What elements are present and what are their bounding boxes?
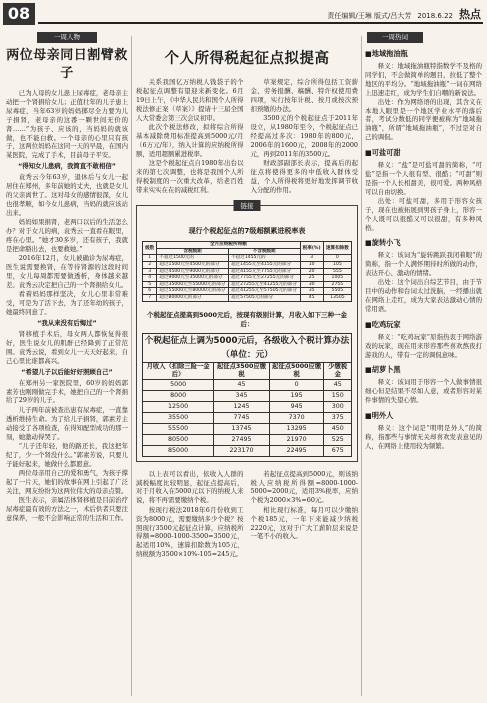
- paragraph: 妈妈如果捐肾，老两口以后的生活怎么办？对于女儿的病，袁秀云一直看在眼里，疼在心里。“她才30多岁，还有孩子，我就是把命豁出去，也要救她。”: [6, 218, 128, 253]
- table-cell: 22495: [269, 445, 324, 456]
- table-cell: 13505: [323, 295, 351, 302]
- masthead: [0, 0, 487, 26]
- table-cell: 超过4500元至9000元的部分: [157, 268, 229, 275]
- link-tag: 链接: [234, 200, 261, 211]
- table-cell: 3: [300, 255, 323, 262]
- paragraph: 财政部副部长表示，提高后的起征点将使得更多的中低收入群体受益，个人所得税将更好地发挥调节收入分配的作用。: [250, 159, 358, 194]
- paragraph: 肾移植手术后，母女两人都恢复得很好，医生说女儿的肌酐已经降到了正常范围。袁秀云说，看到女儿一天天好起来，自己心里比谁都高兴。: [6, 330, 128, 365]
- table-row: [143, 268, 352, 275]
- table-cell: 21970: [269, 434, 324, 445]
- table-cell: 80500: [143, 434, 214, 445]
- table-cell: 3: [143, 268, 157, 275]
- table-row: [143, 412, 352, 423]
- hotword-body: [365, 424, 482, 451]
- top-rule: [38, 22, 483, 24]
- paragraph: 这是个税起征点自1980年出台以来的第七次调整，也将是我国个人所得税制度的一次重大改革，给老百姓带来实实在在的减税红利。: [136, 159, 244, 194]
- table-row: [143, 275, 352, 282]
- left-headline: 两位母亲同日割臂救子: [6, 48, 128, 81]
- page-number: 08: [3, 3, 35, 25]
- table-cell: 7745: [214, 412, 270, 423]
- subheading: “我从来没有后悔过”: [37, 319, 97, 328]
- table-cell: 13295: [269, 423, 324, 434]
- table-cell: 超过35000元至55000元的部分: [157, 281, 229, 288]
- table-cell: 0: [269, 379, 324, 390]
- table-cell: 超过1455元至4155元的部分: [228, 262, 300, 269]
- table-row: [143, 295, 352, 302]
- table-row: [143, 255, 352, 262]
- table-cell: 超过9000元至35000元的部分: [157, 275, 229, 282]
- col-incl-tax: 含税级距: [157, 248, 229, 255]
- tax-comparison-table-body: [143, 379, 352, 456]
- table-cell: 35500: [143, 412, 214, 423]
- hotword-title: ■可盐可甜: [365, 148, 401, 158]
- table-cell: 超过27255元至41255元的部分: [228, 281, 300, 288]
- table-row: [143, 390, 352, 401]
- table-cell: 超过55000元至80000元的部分: [157, 288, 229, 295]
- table-cell: 195: [269, 390, 324, 401]
- hotword-title: ■旋转小飞: [365, 238, 401, 248]
- table-row: [143, 281, 352, 288]
- bottom-col-2: [251, 470, 359, 560]
- left-article-body: [6, 89, 128, 523]
- paragraph: 看着妈妈那样坚决，女儿心里非常难受，可是为了活下去，为了还年幼的孩子，她最终同意了。: [6, 290, 128, 317]
- table-cell: 945: [269, 401, 324, 412]
- hotword-paragraph: 出处：作为网络语的出现，其含义在本地人眼里是一个地区学业水平的落后者，考试分数低的同学便被称为“地域拖油瓶”，所谓“地域拖油瓶”，不过是对自己的调侃。: [365, 97, 482, 142]
- col-taxable-income: 全月应纳税所得额: [157, 242, 300, 249]
- table-cell: 5: [143, 281, 157, 288]
- article-columns: [136, 78, 358, 195]
- middle-column: [136, 32, 358, 698]
- hotword-paragraph: 出处：可盐可甜，多用于形容女孩子，现在也被拓展到男孩子身上，形容一个人既可以很酷又可以很甜，有多种风格。: [365, 196, 482, 232]
- table-cell: 超过41255元至57505元的部分: [228, 288, 300, 295]
- table-cell: 1245: [214, 401, 270, 412]
- col-rate: 税率(%): [300, 242, 323, 255]
- table-cell: 1: [143, 255, 157, 262]
- table-cell: 0: [323, 255, 351, 262]
- column-divider: [361, 36, 362, 696]
- bottom-col-1: [136, 470, 244, 560]
- hotword-title: ■明外人: [365, 411, 394, 421]
- paragraph: 2016年12月，女儿被确诊为尿毒症，医生说需要换肾，在等待肾源的这段时间里，女儿每周都需要做透析，身体越来越差。袁秀云决定把自己的一个肾捐给女儿。: [6, 254, 128, 290]
- article-col-2: [251, 78, 359, 195]
- tax-comparison-table: [142, 333, 352, 457]
- table-row: [143, 423, 352, 434]
- subheading: “得知女儿患病，我简直不敢相信”: [18, 162, 116, 171]
- table-cell: 150: [324, 390, 352, 401]
- editors: 责任编辑/王琳 版式/吕大芳: [327, 12, 412, 20]
- hotword-paragraph: 释义：该词用于形容一个人做事情很细心但是结果不尽如人意，或者形容对某件事情的失望心情。: [365, 378, 482, 405]
- table-cell: 45: [300, 295, 323, 302]
- table2-caption: 个税起征点上调为5000元后，各级收入个税计算办法（单位：元）: [143, 333, 352, 362]
- table-cell: 525: [324, 434, 352, 445]
- table-cell: 105: [323, 262, 351, 269]
- column-divider: [131, 36, 132, 696]
- table-cell: 8000: [143, 390, 214, 401]
- paragraph: 3500元的个税起征点于2011年设立，从1980年至今，个税起征点已经提高过多次：1980年的800元，2006年的1600元，2008年的2000元，再到2011年的3500元。: [250, 114, 358, 158]
- table-cell: 223170: [214, 445, 270, 456]
- paragraph: 关系我国亿万纳税人钱袋子的个税起征点调整有望迎来新变化。6月19日上午，《中华人民共和国个人所得税法修正案（草案）》提请十三届全国人大常委会第三次会议初审。: [136, 78, 244, 122]
- table-cell: 85000: [143, 445, 214, 456]
- header-info: [327, 6, 481, 22]
- paragraph: 两位母亲用自己的爱和勇气，为孩子撑起了一片天，她们的故事在网上引起了广泛关注，网友纷纷为这两位伟大的母亲点赞。: [6, 469, 128, 495]
- section-tag-hotwords: 一周热词: [367, 32, 423, 43]
- table1-title: 现行个税起征点的7级超额累进税率表: [188, 227, 306, 236]
- table-cell: 超过1500元至4500元的部分: [157, 262, 229, 269]
- col-tax-saved: 少缴税金: [324, 362, 352, 379]
- hotword-paragraph: 释义：“盐”是可盐可甜的简称，“可盐”是指一个人很有型、很酷；“可甜”则是指一个人长相甜美，很可爱。两种风格可以自由切换。: [365, 161, 482, 196]
- hotword-body: [365, 378, 482, 405]
- table-cell: 35: [300, 288, 323, 295]
- issue-date: 2018.6.22: [417, 12, 453, 20]
- table-cell: 5505: [323, 288, 351, 295]
- col-deduction: 速算扣除数: [323, 242, 351, 255]
- col-tax-5000: 起征点5000应缴税: [269, 362, 324, 379]
- link-box: [136, 202, 358, 461]
- article-col-1: [136, 78, 244, 195]
- paragraph: 若起征点提高到5000元，则该纳税人应纳税所得额=8000-1000-5000=2000元，适用3%税率，应纳个税为2000×3%=60元。: [250, 469, 358, 505]
- hotword-body: [365, 62, 482, 98]
- table-cell: 1005: [323, 275, 351, 282]
- col-level: 级数: [143, 242, 157, 255]
- table-cell: 超过4155元至7755元的部分: [228, 268, 300, 275]
- hotword-body: [365, 197, 482, 233]
- paragraph: 在郑州另一家医院里，60岁的妈妈郭素芳也刚刚做完手术，她把自己的一个肾捐给了29岁的儿子。: [6, 378, 128, 405]
- table-cell: 450: [324, 423, 352, 434]
- table-cell: 5000: [143, 379, 214, 390]
- paragraph: 此次个税法修改，拟将综合所得基本减除费用标准提高到5000元/月（6万元/年），纳入计算的应纳税所得额，适用超额累进税率。: [136, 123, 244, 158]
- table2-intro: 个税起征点提高到5000元后，按现有级别计算，月收入如下三种一金后：: [146, 310, 348, 328]
- table-row: [143, 401, 352, 412]
- hotword-paragraph: 出处：这个词出自综艺节目，由于节目中的动作和台词太过洗脑，一经播出就在网络上走红，成为大家表达激动心情的常用语。: [365, 278, 482, 313]
- hotword-body: [365, 98, 482, 143]
- table-cell: 375: [324, 412, 352, 423]
- tax-rate-table: [142, 241, 352, 301]
- paragraph: “儿子还年轻，他的路还长，我这把年纪了，少一个肾没什么。”郭素芳说，只要儿子能好起来，她做什么都愿意。: [6, 441, 128, 468]
- table-cell: 27495: [214, 434, 270, 445]
- hotword-paragraph: 释义：该词为“旋转跳跃我闭着眼”的简称，指一个人满怀期待时所做的动作，表达开心、激动的情绪。: [365, 251, 482, 278]
- table-cell: 超过57505元的部分: [228, 295, 300, 302]
- table-cell: 10: [300, 262, 323, 269]
- table-cell: 45: [324, 379, 352, 390]
- hotword-body: [365, 333, 482, 360]
- table-cell: 2: [143, 262, 157, 269]
- table-cell: 超过80000元的部分: [157, 295, 229, 302]
- table-row: [143, 379, 352, 390]
- paragraph: 草案规定，综合所得包括工资薪金、劳务报酬、稿酬、特许权使用费四项，实行按年计税、按月或按次预扣预缴的办法。: [250, 78, 358, 113]
- paragraph: 袁秀云今年63岁，退休后与女儿一起居住在郑州，多年前她的丈夫，也就是女儿的父亲离世了。这对母女的感情很深，女儿也很孝顺，如今女儿患病，当妈的就应该站出来。: [6, 173, 128, 217]
- subheading: “希望儿子以后能好好照顾自己”: [21, 367, 113, 376]
- hotword-body: [365, 278, 482, 314]
- table-cell: 不超过1500元的: [157, 255, 229, 262]
- table-cell: 6: [143, 288, 157, 295]
- table-cell: 30: [300, 281, 323, 288]
- hotword-title: ■胡萝卜黑: [365, 365, 401, 375]
- table-cell: 4: [143, 275, 157, 282]
- table-row: [143, 434, 352, 445]
- col-monthly-income: 月收入（扣除三险一金后）: [143, 362, 214, 379]
- table-cell: 555: [323, 268, 351, 275]
- table-cell: 55500: [143, 423, 214, 434]
- paragraph: 按现行税法2018年6月份收到工资为8000元，需要缴纳多少个税？按照现行3500元起征点计算，应纳税所得额=8000-1000-3500=3500元，起适用10%，速算扣除数为105元，纳税额为3500×10%-105=245元。: [136, 505, 244, 559]
- paragraph: 相比现行标准，每月可以少缴纳个税185元，一年下来能减少纳税2220元，这对于广大工薪阶层来说是一笔不小的收入。: [250, 505, 358, 541]
- main-headline: 个人所得税起征点拟提高: [164, 51, 330, 67]
- table-cell: 7: [143, 295, 157, 302]
- paragraph: 儿子两年前被查出患有尿毒症，一直靠透析维持生命。为了给儿子捐肾，郭素芳主动接受了各项检查，在得知配型成功的那一刻，她激动得哭了。: [6, 405, 128, 441]
- hotword-title: ■吃鸡玩家: [365, 319, 401, 329]
- hotword-body: [365, 251, 482, 278]
- article-bottom: [136, 470, 358, 560]
- table-row: [143, 262, 352, 269]
- col-excl-tax: 不含税级距: [228, 248, 300, 255]
- tax-rate-table-body: [143, 255, 352, 301]
- table-cell: 300: [324, 401, 352, 412]
- table-cell: 13745: [214, 423, 270, 434]
- table-cell: 25: [300, 275, 323, 282]
- table-cell: 2755: [323, 281, 351, 288]
- table-cell: 45: [214, 379, 270, 390]
- section-name: 热点: [459, 8, 481, 21]
- right-column: [365, 32, 482, 698]
- paragraph: 医生表示，亲属活体肾移植是目前治疗尿毒症最有效的方法之一，术后供者只要注意保养，一般不会影响正常的生活和工作。: [6, 496, 128, 523]
- hotword-body: [365, 161, 482, 197]
- table-cell: 20: [300, 268, 323, 275]
- paragraph: 已为人母的女儿患上尿毒症，老母亲主动把一个肾捐给女儿；正值壮年的儿子患上尿毒症，当年63岁的妈妈掷尽全力要为儿子捐肾，老母亲的这番一颗世间无价的肾……”为孩子、应该的，当妈妈的就该做，也不能白救。一个母亲的心里只有孩子，这两位妈妈在这同一天的早晨，在国内某医院，完成了手术，目前母子平安。: [6, 89, 128, 160]
- table-cell: 345: [214, 390, 270, 401]
- table-cell: 675: [324, 445, 352, 456]
- table-row: [143, 445, 352, 456]
- table-row: [143, 288, 352, 295]
- hotword-paragraph: 释义：地域拖油瓶特指数学不及格的同学们，不会做简单的题目，拉低了整个地区的平均分。“地域拖油瓶”一词在网络上迅速走红，成为学生们自嘲的新说法。: [365, 62, 482, 97]
- table-cell: 12500: [143, 401, 214, 412]
- col-tax-3500: 起征点3500应缴税: [214, 362, 270, 379]
- paragraph: 以上表可以看出，依收入人群的減税幅度比较明显，起征点提高后，对于月收入在5000元以下的纳税人来说，将不再需要缴纳个税。: [136, 469, 244, 505]
- table-cell: 不超过1455元的: [228, 255, 300, 262]
- table-cell: 超过7755元至27255元的部分: [228, 275, 300, 282]
- hotword-paragraph: 释义：“吃鸡玩家”原指热衷于网络游戏的玩家，现在用来形容那些喜欢熬夜打游戏的人，带有一定的调侃意味。: [365, 332, 482, 359]
- hotwords-list: [365, 49, 482, 451]
- section-tag-people: 一周人物: [37, 32, 97, 43]
- table-cell: 7370: [269, 412, 324, 423]
- hotword-title: ■地域拖油瓶: [365, 49, 408, 58]
- hotword-paragraph: 释义：这个词是“明明是外人”的简称，指那些与事情无关却喜欢发表意见的人，在网络上使用较为频繁。: [365, 424, 482, 450]
- left-column: [6, 32, 128, 698]
